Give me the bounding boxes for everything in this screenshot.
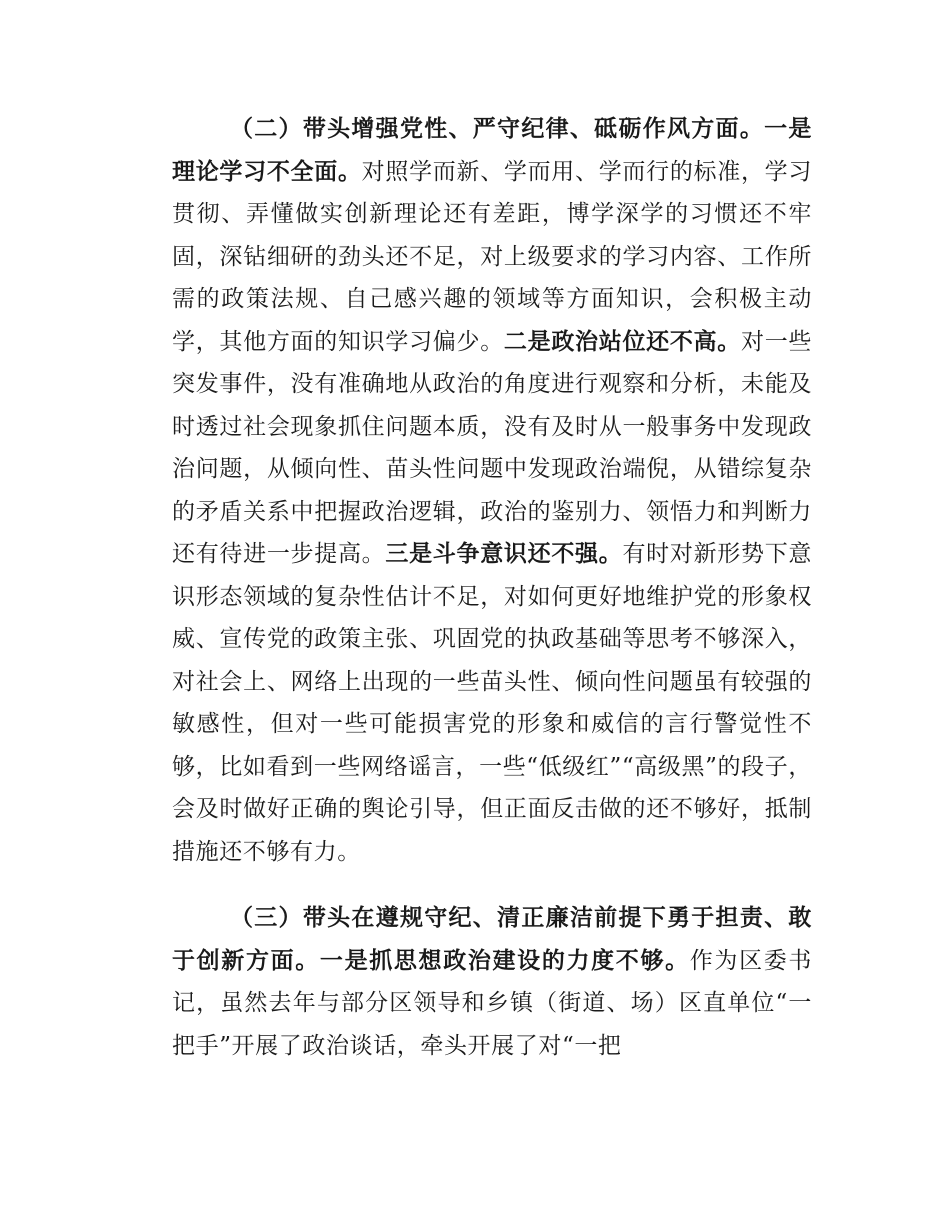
document-page bbox=[172, 108, 812, 1067]
section-3-heading: （三）带头在遵规守纪、清正廉洁前提下勇于担责、敢于创新方面。一是抓思想政治建设的力度不够。 bbox=[172, 905, 812, 974]
paragraph-section-3 bbox=[172, 897, 812, 1067]
section-2-heading: （二）带头增强党性、严守纪律、砥砺作风方面。一是理论学习不全面。 bbox=[172, 116, 812, 185]
point-heading-3: 三是斗争意识还不强。 bbox=[385, 541, 623, 567]
body-text: 作为区委书记，虽然去年与部分区领导和乡镇（街道、场）区直单位“一把手”开展了政治谈话，牵头开展了对“一把 bbox=[172, 947, 813, 1059]
body-text: 对一些突发事件，没有准确地从政治的角度进行观察和分析，未能及时透过社会现象抓住问题本质，没有及时从一般事务中发现政治问题，从倾向性、苗头性问题中发现政治端倪，从错综复杂的矛盾关系中把握政治逻辑，政治的鉴别力、领悟力和判断力还有待进一步提高。 bbox=[172, 328, 812, 567]
body-text: 对照学而新、学而用、学而行的标准，学习贯彻、弄懂做实创新理论还有差距，博学深学的习惯还不牢固，深钻细研的劲头还不足，对上级要求的学习内容、工作所需的政策法规、自己感兴趣的领域等方面知识，会积极主动学，其他方面的知识学习偏少。 bbox=[172, 158, 812, 355]
point-heading-2: 二是政治站位还不高。 bbox=[503, 328, 741, 355]
paragraph-section-2 bbox=[172, 108, 812, 873]
body-text: 有时对新形势下意识形态领域的复杂性估计不足，对如何更好地维护党的形象权威、宣传党的政策主张、巩固党的执政基础等思考不够深入，对社会上、网络上出现的一些苗头性、倾向性问题虽有较强的敏感性，但对一些可能损害党的形象和威信的言行警觉性不够，比如看到一些网络谣言，一些“低级红”“高级黑”的段子，会及时做好正确的舆论引导，但正面反击做的还不够好，抵制措施还不够有力。 bbox=[172, 541, 813, 865]
